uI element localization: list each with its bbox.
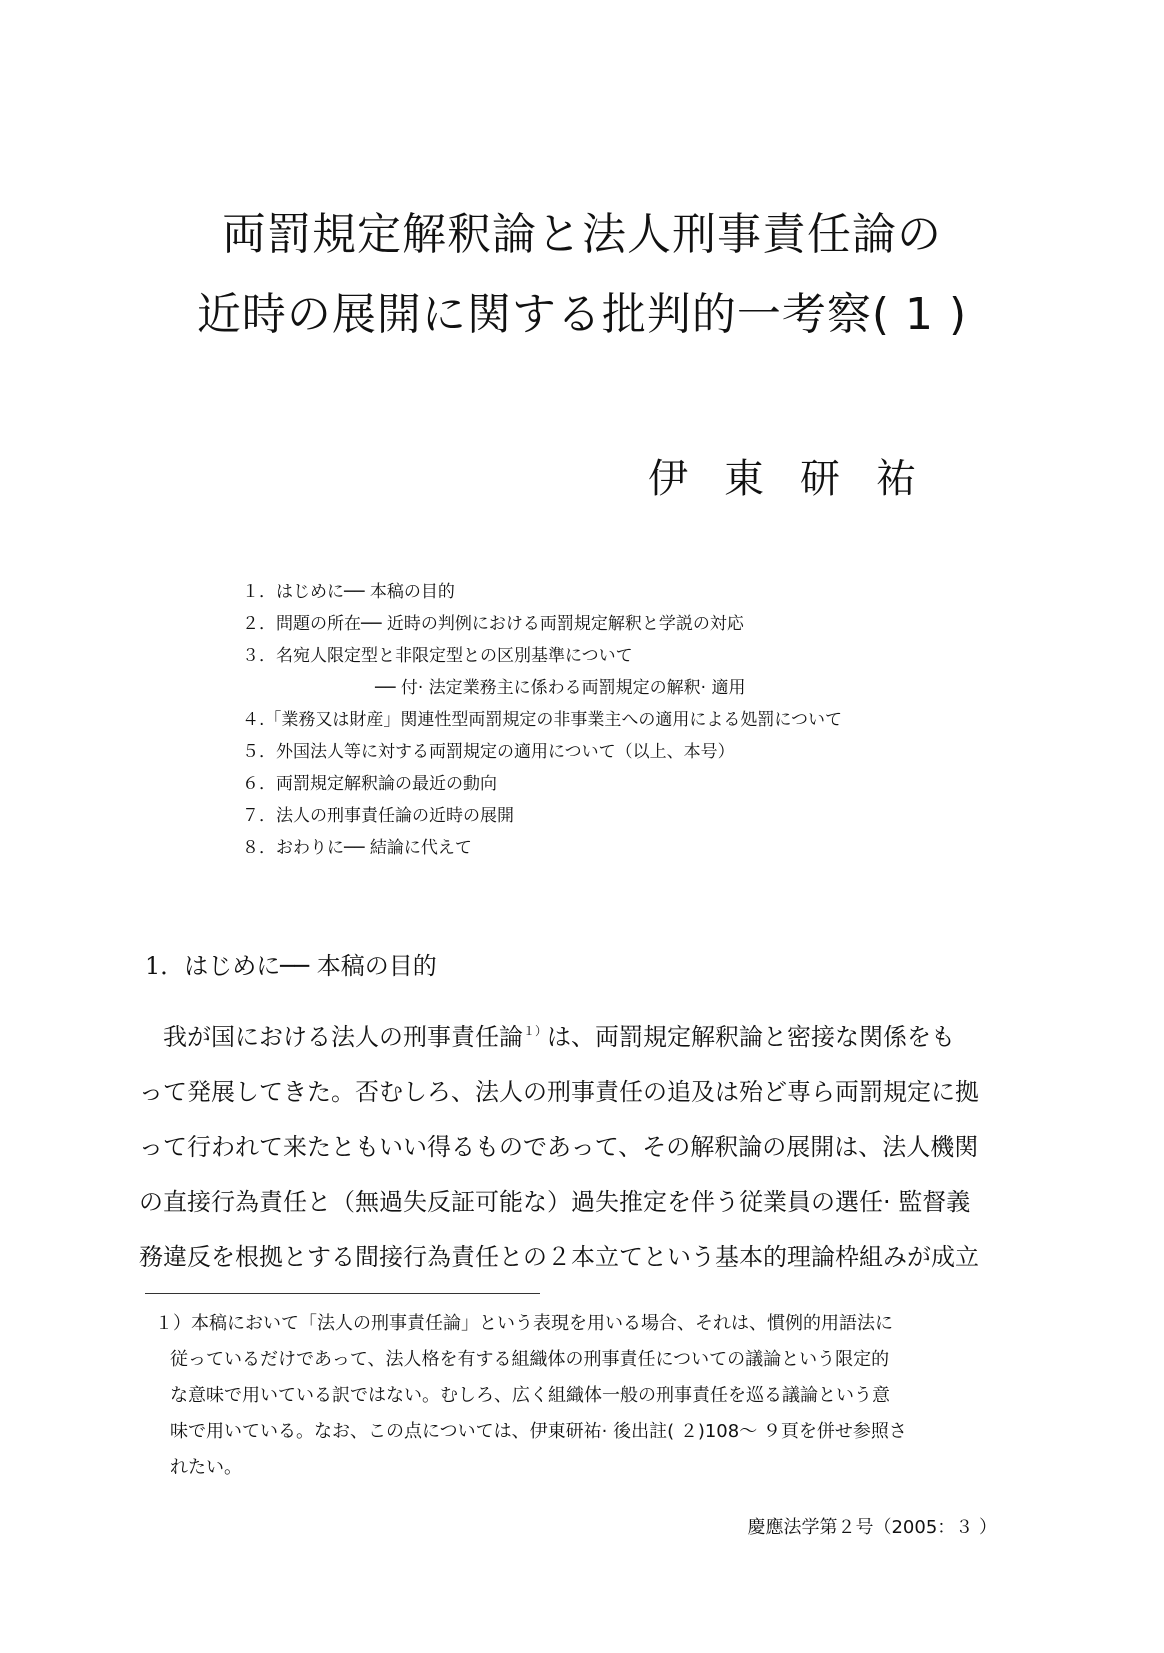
- paragraph-line: って発展してきた。否むしろ、法人の刑事責任の追及は殆ど専ら両罰規定に拠: [139, 1078, 979, 1106]
- toc-item: ８．おわりに── 結論に代えて: [242, 838, 472, 858]
- footnote-line: １）本稿において「法人の刑事責任論」という表現を用いる場合、それは、慣例的用語法に: [155, 1313, 893, 1334]
- body-paragraph: [139, 1017, 979, 1292]
- toc-item: １．はじめに── 本稿の目的: [242, 582, 455, 602]
- section-heading: 1．はじめに── 本稿の目的: [145, 952, 437, 980]
- title-line-1: 両罰規定解釈論と法人刑事責任論の: [222, 209, 942, 260]
- footnote-line: な意味で用いている訳ではない。むしろ、広く組織体一般の刑事責任を巡る議論という意: [170, 1385, 890, 1406]
- title-line-2: 近時の展開に関する批判的一考察( 1 ): [196, 289, 968, 340]
- footnote-divider: [145, 1293, 540, 1294]
- toc-item: ２．問題の所在── 近時の判例における両罰規定解釈と学説の対応: [242, 614, 744, 634]
- table-of-contents: [242, 576, 842, 864]
- footnote-line: れたい。: [170, 1457, 242, 1478]
- toc-item: ５．外国法人等に対する両罰規定の適用について（以上、本号）: [242, 742, 735, 762]
- footnote-line: 従っているだけであって、法人格を有する組織体の刑事責任についての議論という限定的: [170, 1349, 890, 1370]
- footnote-line: 味で用いている。なお、この点については、伊東研祐· 後出註( ２)108～ ９頁を併せ参照さ: [170, 1421, 907, 1442]
- footnote-reference: １）: [523, 1024, 548, 1038]
- paragraph-text: は、両罰規定解釈論と密接な関係をも: [547, 1023, 956, 1051]
- paragraph-line: [139, 1017, 979, 1072]
- paragraph-line: って行われて来たともいい得るものであって、その解釈論の展開は、法人機関: [139, 1133, 979, 1161]
- paragraph-line: 務違反を根拠とする間接行為責任との２本立てという基本的理論枠組みが成立: [139, 1243, 979, 1271]
- toc-item: ７．法人の刑事責任論の近時の展開: [242, 806, 514, 826]
- toc-item: ３．名宛人限定型と非限定型との区別基準について: [242, 646, 633, 666]
- toc-subitem: ── 付· 法定業務主に係わる両罰規定の解釈· 適用: [375, 678, 746, 698]
- toc-item: ４.「業務又は財産」関連性型両罰規定の非事業主への適用による処罰について: [242, 710, 843, 730]
- author-name: 伊東研祐: [648, 456, 952, 502]
- paragraph-line: の直接行為責任と（無過失反証可能な）過失推定を伴う従業員の選任· 監督義: [139, 1188, 971, 1216]
- footnote: [155, 1311, 907, 1491]
- journal-info: 慶應法学第２号（2005：３ ）: [747, 1517, 997, 1538]
- toc-item: ６．両罰規定解釈論の最近の動向: [242, 774, 497, 794]
- paragraph-text: 我が国における法人の刑事責任論: [163, 1023, 523, 1051]
